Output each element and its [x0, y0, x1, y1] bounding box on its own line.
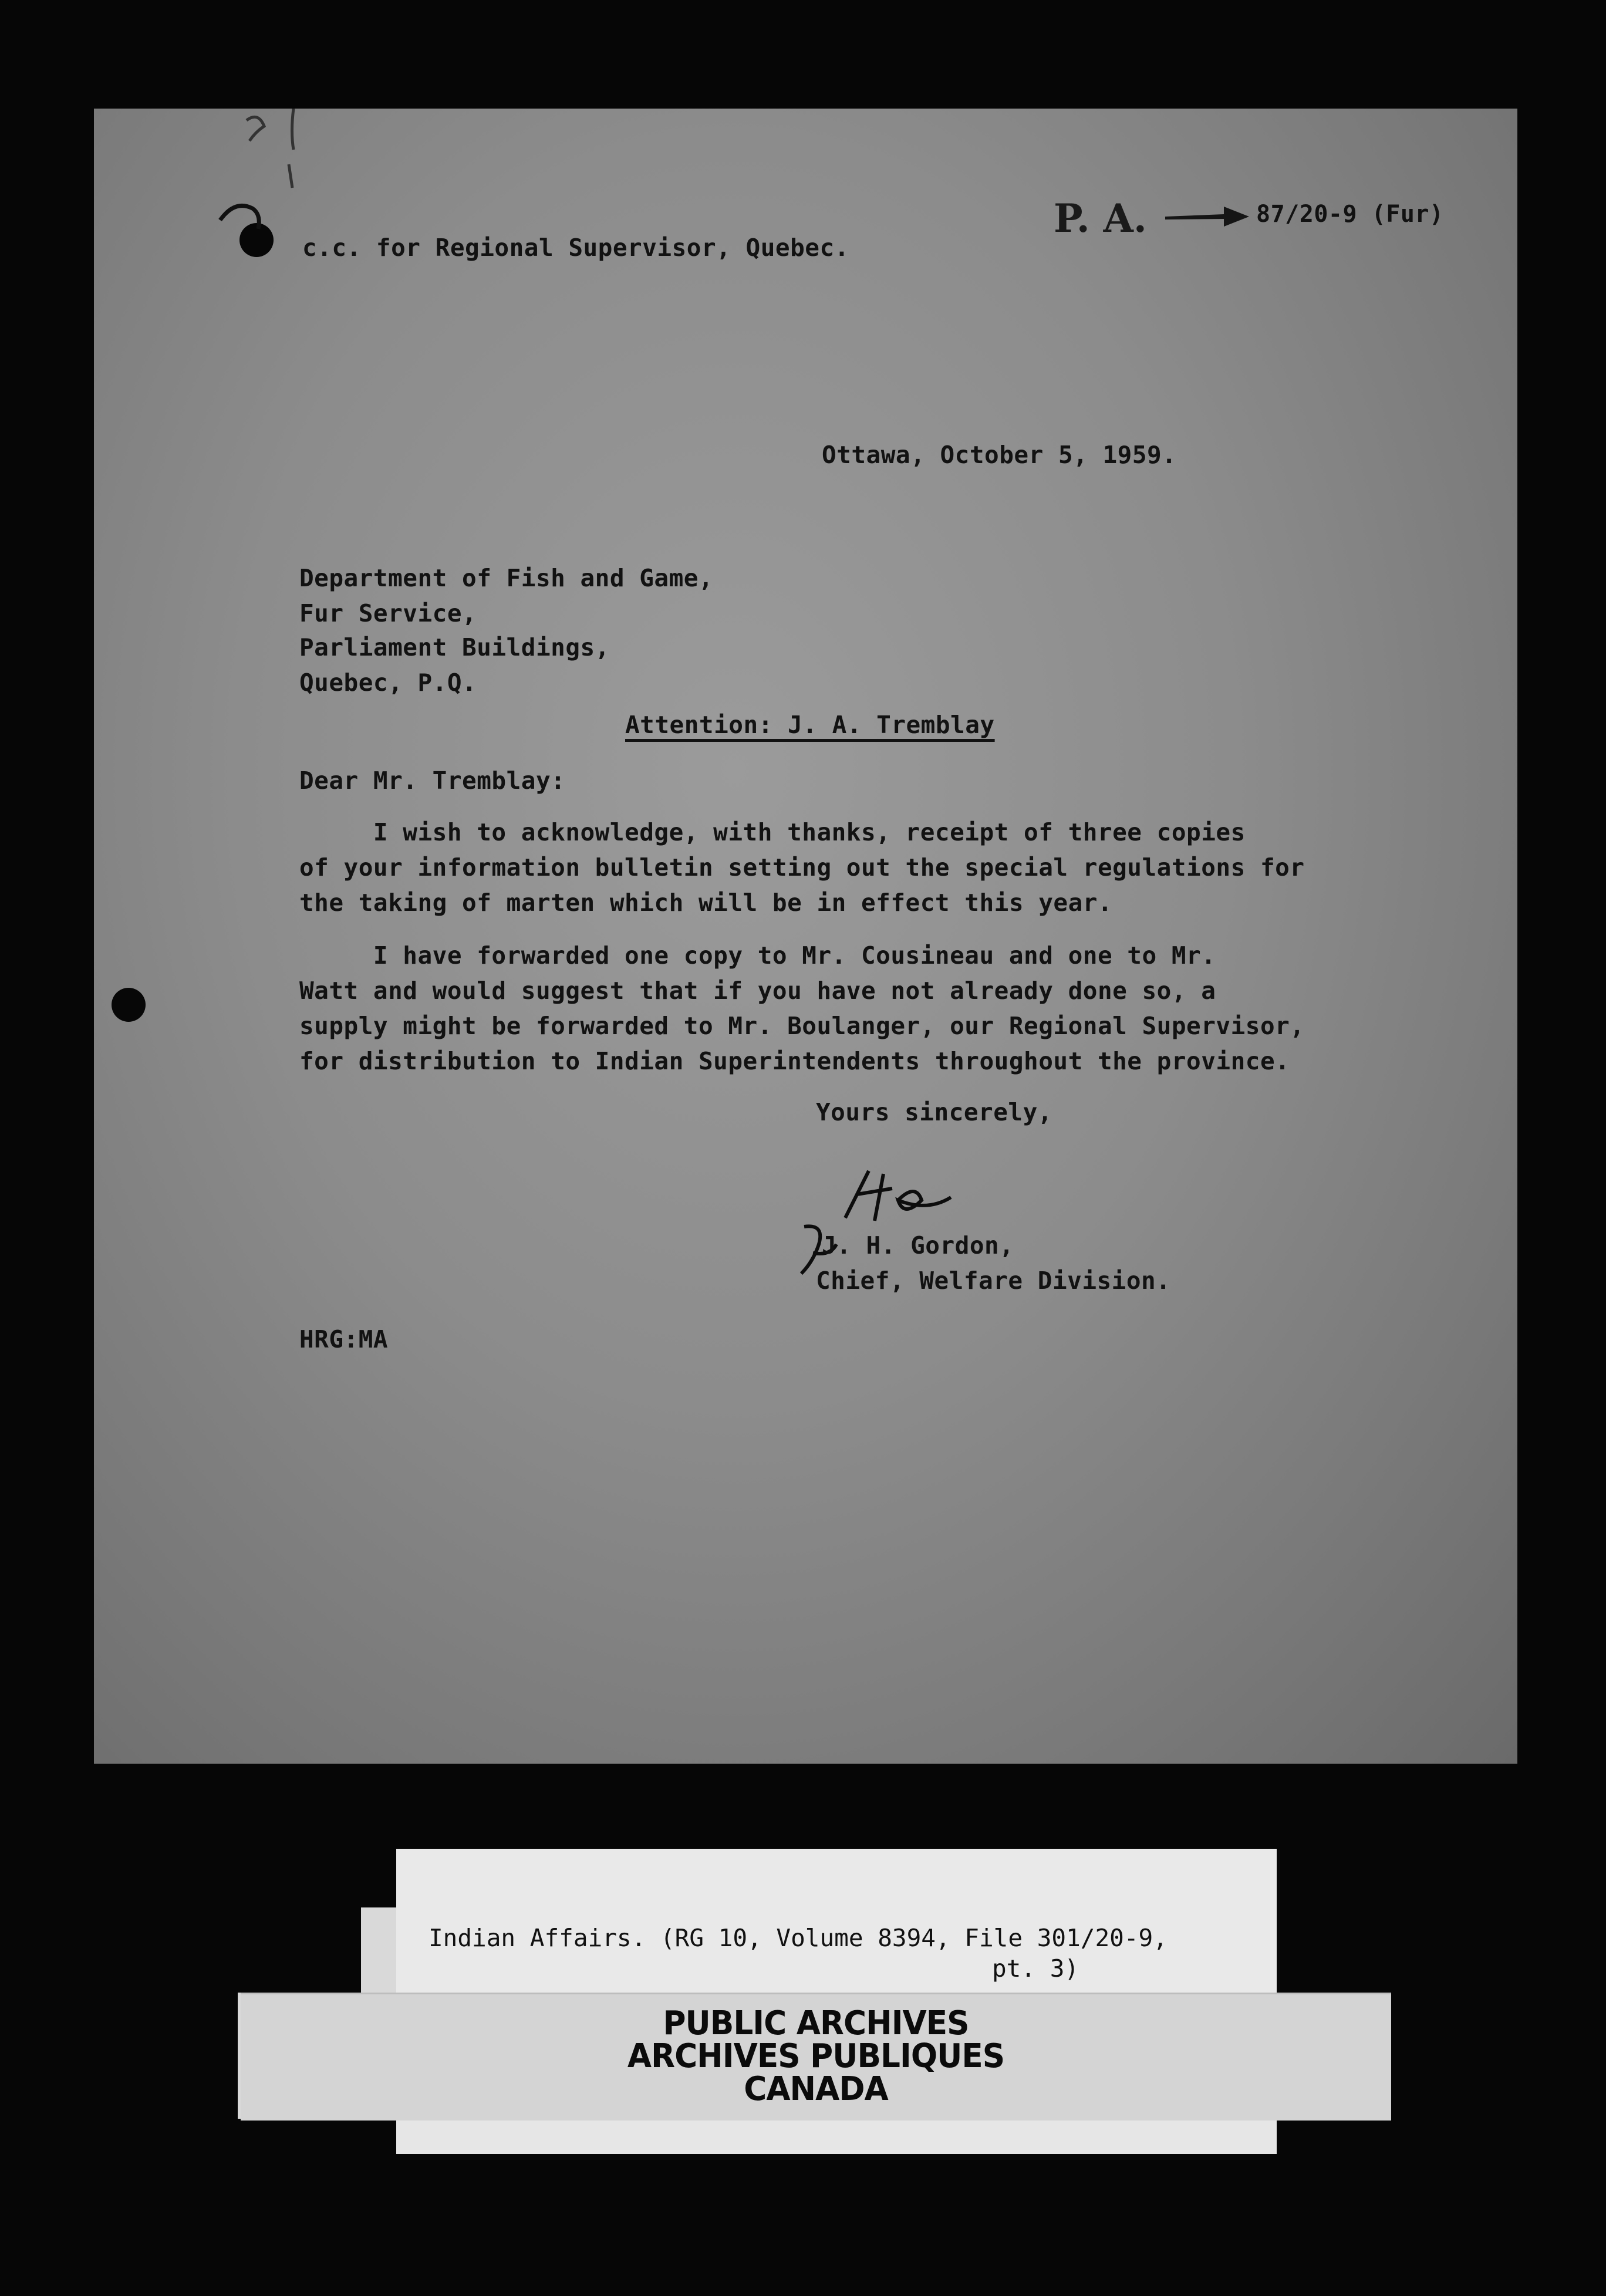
stamp-line-3: CANADA	[744, 2070, 888, 2108]
stamp-line-2: ARCHIVES PUBLIQUES	[627, 2037, 1005, 2075]
date-line: Ottawa, October 5, 1959.	[822, 441, 1177, 469]
arrow-icon	[1162, 204, 1250, 229]
paragraph-2-line-4: for distribution to Indian Superintendents throughout the province.	[299, 1047, 1290, 1075]
punch-hole-middle	[112, 988, 146, 1022]
paragraph-1-line-2: of your information bulletin setting out the special regulations for	[299, 853, 1305, 882]
citation-line-1: Indian Affairs. (RG 10, Volume 8394, File 301/20-9,	[429, 1924, 1168, 1952]
label-notch-right	[1274, 1907, 1397, 1993]
attention-line: Attention: J. A. Tremblay	[625, 711, 995, 739]
paragraph-2-line-2: Watt and would suggest that if you have not already done so, a	[299, 977, 1216, 1005]
address-line-1: Department of Fish and Game,	[299, 564, 714, 592]
file-reference: 87/20-9 (Fur)	[1256, 201, 1444, 228]
paragraph-1-line-1: I wish to acknowledge, with thanks, receipt of three copies	[299, 818, 1246, 846]
address-line-3: Parliament Buildings,	[299, 633, 610, 661]
closing: Yours sincerely,	[816, 1098, 1052, 1126]
reference-initials: HRG:MA	[299, 1325, 389, 1353]
letter-page	[94, 109, 1517, 1764]
salutation: Dear Mr. Tremblay:	[299, 767, 566, 795]
cc-line: c.c. for Regional Supervisor, Quebec.	[302, 234, 849, 262]
archive-citation-card	[396, 1849, 1277, 1993]
file-prefix: P. A.	[1054, 195, 1147, 241]
address-line-2: Fur Service,	[299, 599, 477, 627]
clip-mark	[217, 197, 270, 232]
handwritten-initials	[834, 1165, 969, 1230]
signer-name: J. H. Gordon,	[822, 1231, 1014, 1260]
address-line-4: Quebec, P.Q.	[299, 668, 477, 697]
paragraph-2-line-3: supply might be forwarded to Mr. Boulanger, our Regional Supervisor,	[299, 1012, 1305, 1040]
pencil-marks	[223, 109, 317, 211]
signer-title: Chief, Welfare Division.	[816, 1267, 1171, 1295]
stamp-line-1: PUBLIC ARCHIVES	[663, 2004, 969, 2042]
label-notch-left	[238, 1905, 361, 1993]
paragraph-2-line-1: I have forwarded one copy to Mr. Cousineau and one to Mr.	[299, 941, 1216, 970]
citation-line-2: pt. 3)	[992, 1954, 1079, 1983]
paragraph-1-line-3: the taking of marten which will be in effect this year.	[299, 889, 1113, 917]
